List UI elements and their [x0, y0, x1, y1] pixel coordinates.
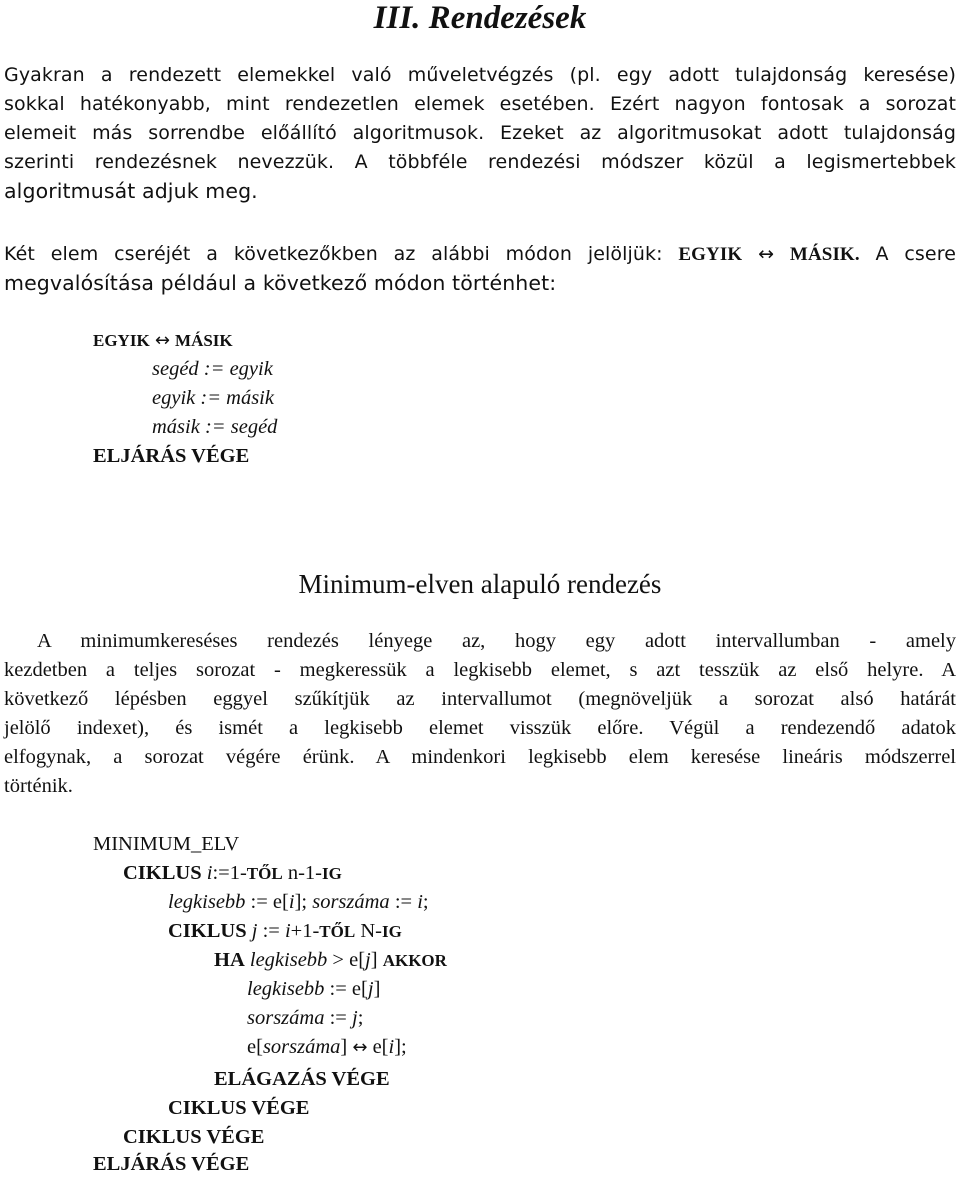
- intro-line: szerinti rendezésnek nevezzük. A többféle rendezési módszer közül a legismertebbek: [4, 151, 956, 173]
- code-text: e[: [367, 1036, 389, 1058]
- swap-arrow-icon: ↔: [758, 243, 775, 265]
- code-text: ]: [370, 949, 383, 971]
- end-procedure: ELJÁRÁS VÉGE: [93, 1153, 250, 1175]
- swap-proc-line: segéd := egyik: [152, 358, 273, 380]
- keyword-tol: TŐL: [246, 864, 283, 883]
- keyword-ciklus: CIKLUS: [123, 862, 202, 884]
- keyword-akkor: AKKOR: [382, 951, 447, 970]
- code-text: ;: [422, 891, 429, 913]
- init-line: [168, 888, 429, 916]
- end-if: ELÁGAZÁS VÉGE: [214, 1068, 390, 1090]
- code-text: := e[: [245, 891, 289, 913]
- keyword-tol: TŐL: [319, 922, 356, 941]
- code-text: ;: [357, 1007, 364, 1029]
- var-j: j: [351, 1007, 358, 1029]
- keyword-ha: HA: [214, 949, 245, 971]
- var-i: i: [284, 920, 291, 942]
- code-text: ];: [294, 891, 313, 913]
- outer-loop-header: [123, 859, 342, 888]
- then-line: [247, 1004, 363, 1032]
- var-i: i: [417, 891, 423, 913]
- swap-arrow-icon: ↔: [352, 1037, 368, 1058]
- section-line: következő lépésben eggyel szűkítjük az intervallumot (megnöveljük a sorozat alsó határát: [4, 688, 956, 710]
- keyword-ig: IG: [381, 922, 402, 941]
- code-text: ]: [340, 1036, 353, 1058]
- code-text: e[: [247, 1036, 263, 1058]
- var-legkisebb: legkisebb: [247, 978, 325, 1000]
- end-outer-loop: CIKLUS VÉGE: [123, 1126, 265, 1148]
- swap-proc-line: egyik := másik: [152, 387, 274, 409]
- section-line: történik.: [4, 775, 73, 797]
- then-line: [247, 975, 380, 1003]
- code-text: > e[: [327, 949, 366, 971]
- section-heading: Minimum-elven alapuló rendezés: [298, 569, 662, 599]
- swap-proc-header: [93, 326, 233, 355]
- var-legkisebb: legkisebb: [168, 891, 246, 913]
- swap-intro-tail: A csere: [859, 243, 956, 265]
- swap-intro-line: [4, 240, 956, 269]
- code-text: ];: [394, 1036, 407, 1058]
- intro-line: elemeit más sorrendbe előállító algoritmusok. Ezeket az algoritmusokat adott tulajdonság: [4, 122, 956, 144]
- var-legkisebb: legkisebb: [244, 949, 328, 971]
- inner-loop-header: [168, 917, 402, 946]
- var-sorszama: sorszáma: [312, 891, 390, 913]
- bound: N-: [355, 920, 382, 942]
- var-i: i: [388, 1036, 395, 1058]
- assign: :=: [257, 920, 285, 942]
- var-i: i: [206, 862, 213, 884]
- var-sorszama: sorszáma: [262, 1036, 341, 1058]
- if-line: [214, 946, 447, 975]
- keyword-masik: MÁSIK.: [789, 244, 860, 265]
- section-line: kezdetben a teljes sorozat - megkeressük a legkisebb elemet, s azt tesszük az első helyre. A: [4, 659, 956, 681]
- swap-proc-end: ELJÁRÁS VÉGE: [93, 445, 250, 467]
- code-text: :=: [324, 1007, 352, 1029]
- var-i: i: [288, 891, 295, 913]
- code-text: ]: [373, 978, 381, 1000]
- keyword-ig: IG: [321, 864, 342, 883]
- keyword-masik: MÁSIK: [175, 331, 233, 350]
- swap-intro-line: megvalósítása például a következő módon történhet:: [4, 271, 557, 295]
- swap-proc-line: másik := segéd: [152, 416, 278, 438]
- keyword-egyik: EGYIK: [678, 244, 743, 265]
- code-text: +1-: [290, 920, 320, 942]
- code-text: :=: [389, 891, 418, 913]
- section-line: jelölő indexet), és ismét a legkisebb elemet visszük előre. Végül a rendezendő adatok: [4, 717, 956, 739]
- var-j: j: [367, 978, 374, 1000]
- var-j: j: [365, 949, 371, 971]
- var-sorszama: sorszáma: [247, 1007, 325, 1029]
- swap-arrow-icon: ↔: [154, 330, 170, 351]
- intro-line: sokkal hatékonyabb, mint rendezetlen elemek esetében. Ezért nagyon fontosak a sorozat: [4, 93, 956, 115]
- end-inner-loop: CIKLUS VÉGE: [168, 1097, 310, 1119]
- then-line: [247, 1033, 407, 1062]
- section-line: elfogynak, a sorozat végére érünk. A mindenkori legkisebb elem keresése lineáris módszerrel: [4, 746, 956, 768]
- code-text: := e[: [324, 978, 368, 1000]
- page-title: III. Rendezések: [373, 0, 587, 36]
- intro-line: Gyakran a rendezett elemekkel való műveletvégzés (pl. egy adott tulajdonság keresése): [4, 64, 956, 86]
- assign: :=1-: [212, 862, 247, 884]
- keyword-ciklus: CIKLUS: [168, 920, 247, 942]
- algorithm-name: MINIMUM_ELV: [93, 833, 240, 855]
- bound: n-1-: [282, 862, 322, 884]
- var-j: j: [251, 920, 258, 942]
- intro-line: algoritmusát adjuk meg.: [4, 179, 258, 203]
- section-line: A minimumkereséses rendezés lényege az, hogy egy adott intervallumban - amely: [37, 630, 956, 652]
- keyword-egyik: EGYIK: [93, 331, 150, 350]
- swap-intro-text: Két elem cseréjét a következőkben az alábbi módon jelöljük:: [4, 243, 679, 265]
